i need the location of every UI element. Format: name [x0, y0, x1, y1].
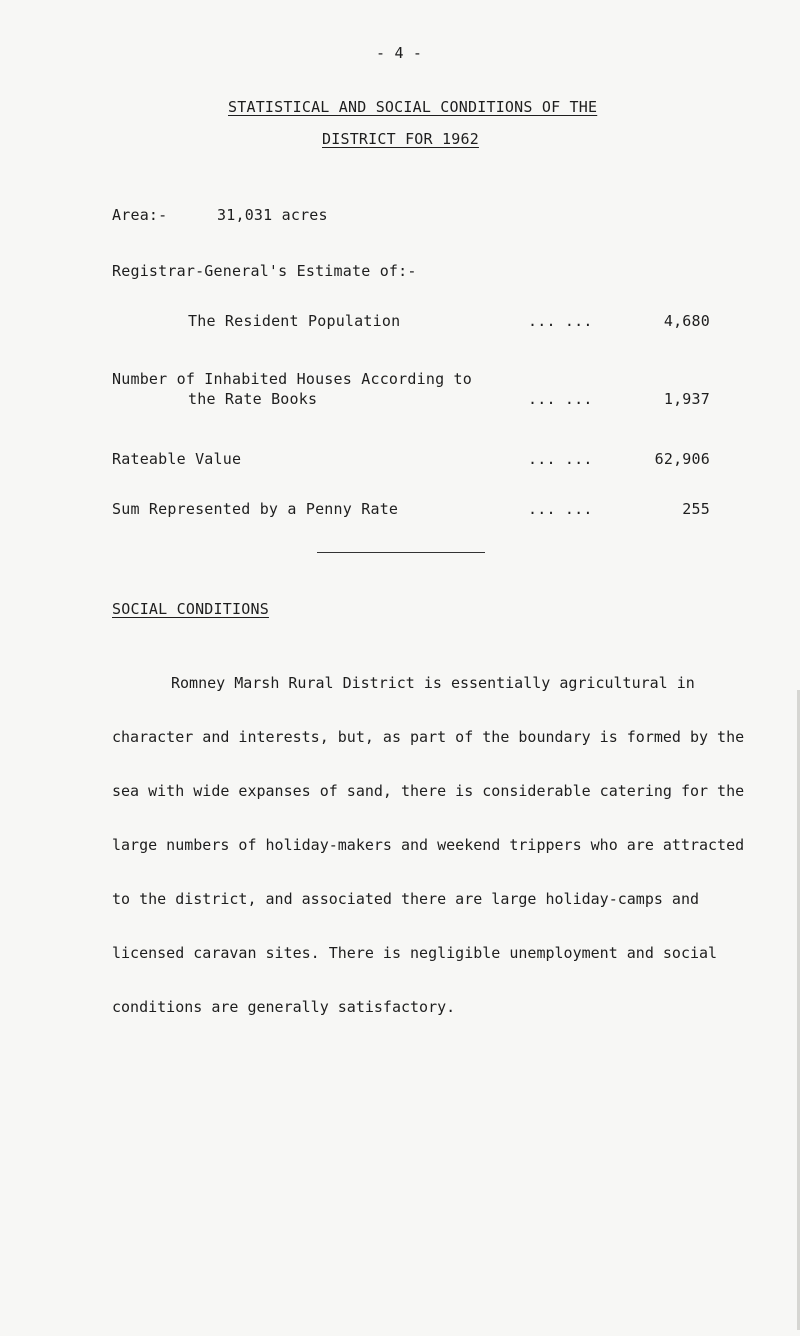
stat-label-houses: Number of Inhabited Houses According to: [112, 370, 472, 388]
area-label: Area:-: [112, 206, 168, 224]
social-conditions-paragraph: [112, 638, 772, 1052]
social-conditions-heading: SOCIAL CONDITIONS: [112, 600, 269, 618]
document-title-line-2: DISTRICT FOR 1962: [322, 130, 479, 148]
paragraph-line: character and interests, but, as part of the boundary is formed by the: [112, 728, 745, 746]
stat-value-rateable-value: 62,906: [654, 450, 710, 468]
stat-value-population: 4,680: [663, 312, 710, 330]
paragraph-line: to the district, and associated there are large holiday-camps and: [112, 890, 699, 908]
stat-label-houses-cont: the Rate Books: [188, 390, 318, 408]
paragraph-line: licensed caravan sites. There is negligible unemployment and social: [112, 944, 718, 962]
paragraph-line: Romney Marsh Rural District is essentially agricultural in: [171, 674, 695, 692]
estimate-heading: Registrar-General's Estimate of:-: [112, 262, 417, 280]
stat-leader-dots: ... ...: [528, 450, 593, 468]
stat-leader-dots: ... ...: [528, 312, 593, 330]
section-divider: [317, 552, 485, 553]
stat-value-penny-rate: 255: [682, 500, 710, 518]
paragraph-line: conditions are generally satisfactory.: [112, 998, 456, 1016]
page-number: - 4 -: [376, 44, 423, 62]
document-title-line-1: STATISTICAL AND SOCIAL CONDITIONS OF THE: [228, 98, 598, 116]
stat-label-rateable-value: Rateable Value: [112, 450, 242, 468]
stat-label-penny-rate: Sum Represented by a Penny Rate: [112, 500, 399, 518]
paragraph-line: large numbers of holiday-makers and weekend trippers who are attracted: [112, 836, 745, 854]
paragraph-line: sea with wide expanses of sand, there is considerable catering for the: [112, 782, 745, 800]
stat-label-population: The Resident Population: [188, 312, 401, 330]
area-value: 31,031 acres: [217, 206, 328, 224]
stat-leader-dots: ... ...: [528, 390, 593, 408]
stat-leader-dots: ... ...: [528, 500, 593, 518]
stat-value-houses: 1,937: [663, 390, 710, 408]
